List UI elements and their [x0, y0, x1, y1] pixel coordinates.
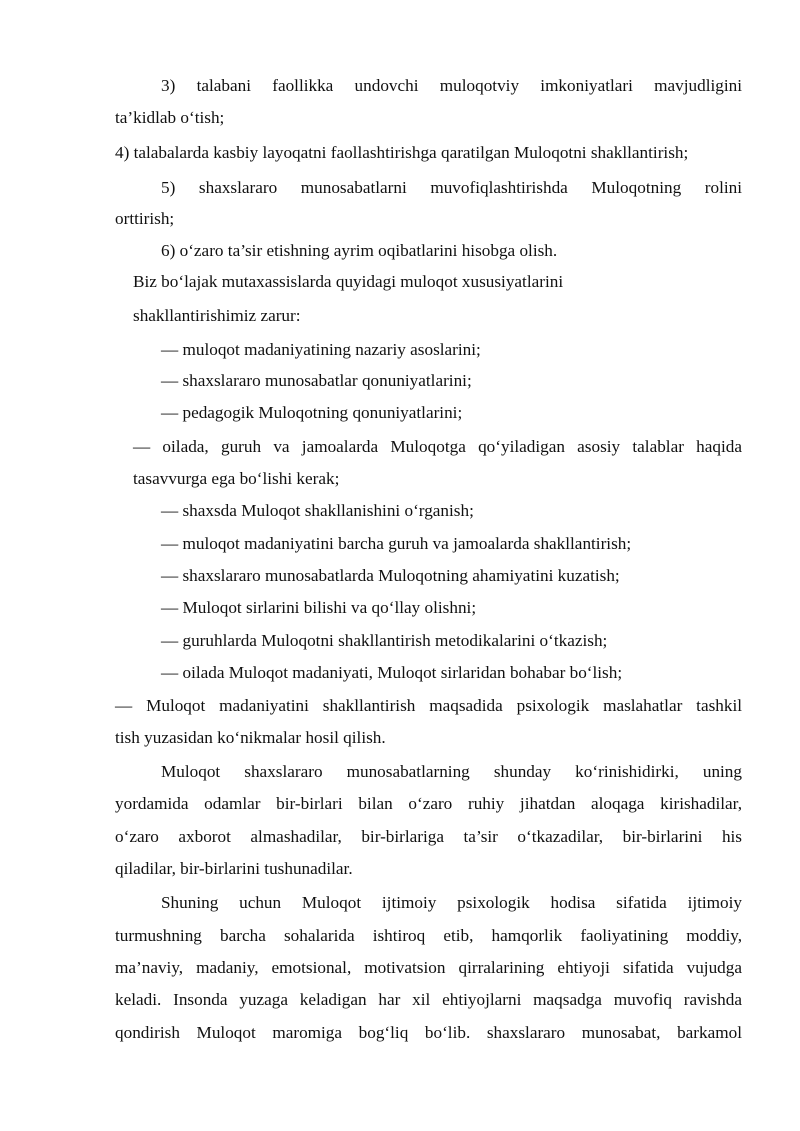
paragraph-line: keladi. Insonda yuzaga keladigan har xil ehtiyojlarni maqsadga muvofiq ravishda — [115, 990, 742, 1009]
list-item-6: 6) o‘zaro ta’sir etishning ayrim oqibatlarini hisobga olish. — [161, 241, 558, 260]
list-item-5-continuation: orttirish; — [115, 209, 175, 228]
dash-item: — guruhlarda Muloqotni shakllantirish metodikalarini o‘tkazish; — [161, 631, 608, 650]
list-item-5: 5) shaxslararo munosabatlarni muvofiqlashtirishda Muloqotning rolini — [161, 178, 742, 197]
list-item-3: 3) talabani faollikka undovchi muloqotviy imkoniyatlari mavjudligini — [161, 76, 742, 95]
list-item-4: 4) talabalarda kasbiy layoqatni faollashtirishga qaratilgan Muloqotni shakllantirish; — [115, 143, 689, 162]
dash-item: — Muloqot sirlarini bilishi va qo‘llay olishni; — [161, 598, 477, 617]
intro-sentence: Biz bo‘lajak mutaxassislarda quyidagi muloqot xususiyatlarini — [133, 272, 564, 291]
dash-item: — pedagogik Muloqotning qonuniyatlarini; — [161, 403, 463, 422]
paragraph-line: turmushning barcha sohalarida ishtiroq etib, hamqorlik faoliyatining moddiy, — [115, 926, 742, 945]
dash-item: — oilada, guruh va jamoalarda Muloqotga qo‘yiladigan asosiy talablar haqida — [133, 437, 742, 456]
dash-item: — shaxslararo munosabatlar qonuniyatlarini; — [161, 371, 472, 390]
intro-sentence-continuation: shakllantirishimiz zarur: — [133, 306, 301, 325]
list-item-3-continuation: ta’kidlab o‘tish; — [115, 108, 225, 127]
dash-item: — muloqot madaniyatini barcha guruh va jamoalarda shakllantirish; — [161, 534, 632, 553]
dash-item: — muloqot madaniyatining nazariy asoslarini; — [161, 340, 481, 359]
dash-item: — shaxslararo munosabatlarda Muloqotning ahamiyatini kuzatish; — [161, 566, 620, 585]
paragraph-line: qondirish Muloqot maromiga bog‘liq bo‘lib. shaxslararo munosabat, barkamol — [115, 1023, 742, 1042]
paragraph-line: ma’naviy, madaniy, emotsional, motivatsion qirralarining ehtiyoji sifatida vujudga — [115, 958, 742, 977]
dash-item: — Muloqot madaniyatini shakllantirish maqsadida psixologik maslahatlar tashkil — [115, 696, 742, 715]
paragraph-line: yordamida odamlar bir-birlari bilan o‘zaro ruhiy jihatdan aloqaga kirishadilar, — [115, 794, 742, 813]
paragraph-line: qiladilar, bir-birlarini tushunadilar. — [115, 859, 353, 878]
dash-item: — oilada Muloqot madaniyati, Muloqot sirlaridan bohabar bo‘lish; — [161, 663, 623, 682]
dash-item-continuation: tish yuzasidan ko‘nikmalar hosil qilish. — [115, 728, 386, 747]
paragraph-line: Muloqot shaxslararo munosabatlarning shunday ko‘rinishidirki, uning — [161, 762, 742, 781]
dash-item: — shaxsda Muloqot shakllanishini o‘rganish; — [161, 501, 474, 520]
paragraph-line: o‘zaro axborot almashadilar, bir-birlariga ta’sir o‘tkazadilar, bir-birlarini his — [115, 827, 742, 846]
paragraph-line: Shuning uchun Muloqot ijtimoiy psixologik hodisa sifatida ijtimoiy — [161, 893, 742, 912]
dash-item-continuation: tasavvurga ega bo‘lishi kerak; — [133, 469, 340, 488]
